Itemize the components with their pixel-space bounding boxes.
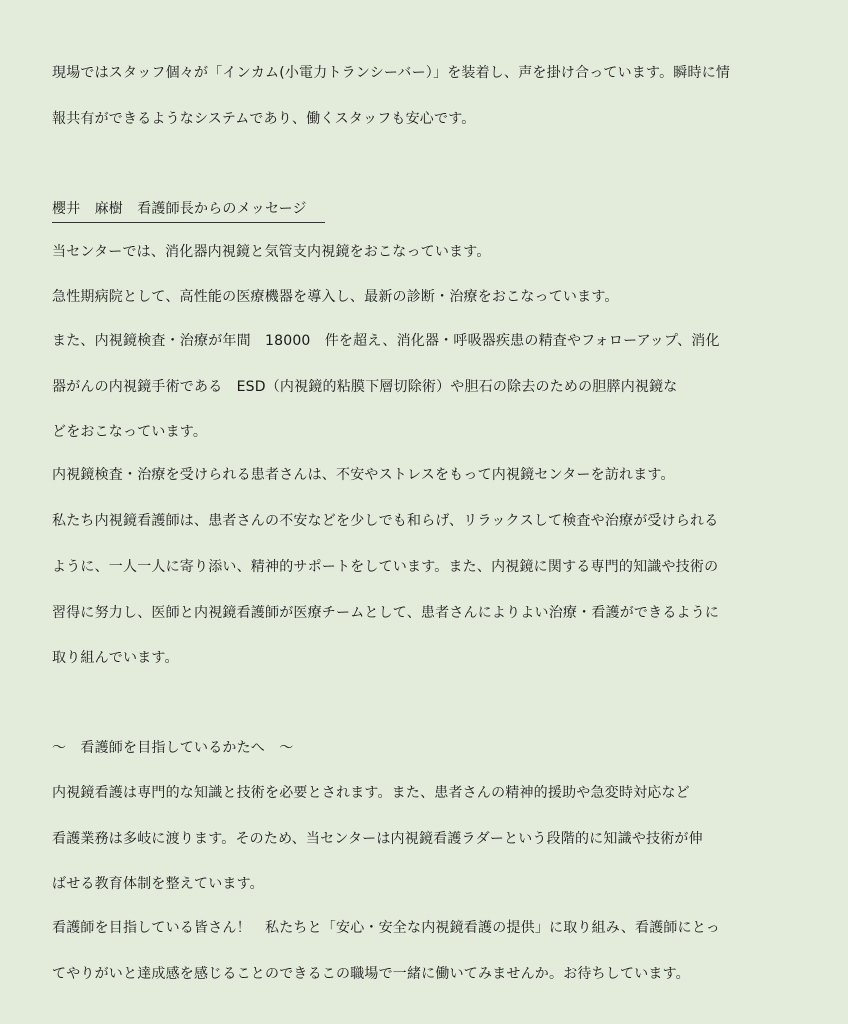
aspiring-line: 看護師を目指している皆さん！ 私たちと「安心・安全な内視鏡看護の提供」に取り組み、看護師にとっ <box>52 920 720 936</box>
message-line: 習得に努力し、医師と内視鏡看護師が医療チームとして、患者さんによりよい治療・看護ができるように <box>52 605 720 621</box>
message-heading: 櫻井 麻樹 看護師長からのメッセージ <box>52 199 325 223</box>
message-line: 取り組んでいます。 <box>52 650 179 666</box>
message-line: 器がんの内視鏡手術である ESD（内視鏡的粘膜下層切除術）や胆石の除去のための胆膵内視鏡な <box>52 379 678 395</box>
message-line: ように、一人一人に寄り添い、精神的サポートをしています。また、内視鏡に関する専門的知識や技術の <box>52 559 719 575</box>
intro-line: 報共有ができるようなシステムであり、働くスタッフも安心です。 <box>52 111 476 127</box>
aspiring-line: てやりがいと達成感を感じることのできるこの職場で一緒に働いてみませんか。お待ちしています。 <box>52 966 690 982</box>
aspiring-line: 内視鏡看護は専門的な知識と技術を必要とされます。また、患者さんの精神的援助や急変時対応など <box>52 785 690 801</box>
message-line: 私たち内視鏡看護師は、患者さんの不安などを少しでも和らげ、リラックスして検査や治療が受けられる <box>52 513 719 529</box>
intro-line: 現場ではスタッフ個々が「インカム(小電力トランシーバー）」を装着し、声を掛け合っています。瞬時に情 <box>52 65 731 81</box>
message-line: 内視鏡検査・治療を受けられる患者さんは、不安やストレスをもって内視鏡センターを訪れます。 <box>52 467 675 483</box>
message-line: どをおこなっています。 <box>52 424 208 440</box>
aspiring-line: 看護業務は多岐に渡ります。そのため、当センターは内視鏡看護ラダーという段階的に知識や技術が伸 <box>52 831 703 847</box>
aspiring-heading: ～ 看護師を目指しているかたへ ～ <box>52 740 294 756</box>
aspiring-line: ばせる教育体制を整えています。 <box>52 876 264 892</box>
message-line: また、内視鏡検査・治療が年間 18000 件を超え、消化器・呼吸器疾患の精査やフォローアップ、消化 <box>52 333 720 349</box>
message-line: 急性期病院として、高性能の医療機器を導入し、最新の診断・治療をおこなっています。 <box>52 289 619 305</box>
message-line: 当センターでは、消化器内視鏡と気管支内視鏡をおこなっています。 <box>52 244 491 260</box>
